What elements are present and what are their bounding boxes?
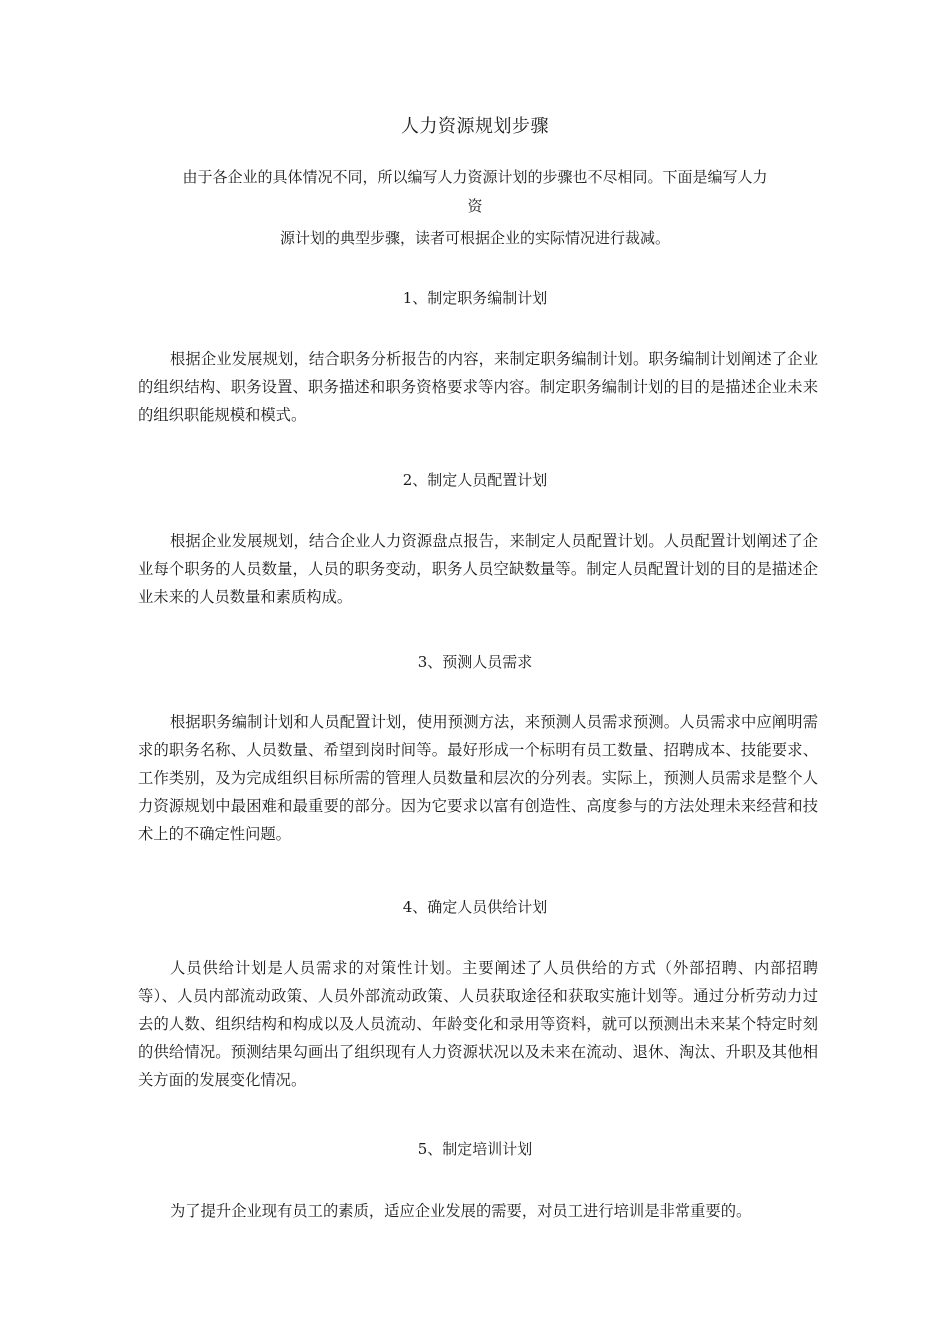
section-heading-1: 1、制定职务编制计划: [402, 289, 548, 307]
section-body-2: 根据企业发展规划，结合企业人力资源盘点报告，来制定人员配置计划。人员配置计划阐述了企业每个职务的人员数量，人员的职务变动，职务人员空缺数量等。制定人员配置计划的目的是描述企业未来的人员数量和素质构成。: [138, 532, 818, 606]
section-body-4: 人员供给计划是人员需求的对策性计划。主要阐述了人员供给的方式（外部招聘、内部招聘等）、人员内部流动政策、人员外部流动政策、人员获取途径和获取实施计划等。通过分析劳动力过去的人数、组织结构和构成以及人员流动、年龄变化和录用等资料，就可以预测出未来某个特定时刻的供给情况。预测结果勾画出了组织现有人力资源状况以及未来在流动、退休、淘汰、升职及其他相关方面的发展变化情况。: [138, 959, 818, 1089]
section-body-5: 为了提升企业现有员工的素质，适应企业发展的需要，对员工进行培训是非常重要的。: [170, 1202, 752, 1220]
section-heading-2: 2、制定人员配置计划: [402, 471, 548, 489]
section-heading-3: 3、预测人员需求: [417, 653, 533, 671]
intro-line-3: 源计划的典型步骤，读者可根据企业的实际情况进行裁减。: [279, 229, 670, 247]
intro-line-2: 资: [467, 197, 483, 215]
section-body-3: 根据职务编制计划和人员配置计划，使用预测方法，来预测人员需求预测。人员需求中应阐明需求的职务名称、人员数量、希望到岗时间等。最好形成一个标明有员工数量、招聘成本、技能要求、工作类别，及为完成组织目标所需的管理人员数量和层次的分列表。实际上，预测人员需求是整个人力资源规划中最困难和最重要的部分。因为它要求以富有创造性、高度参与的方法处理未来经营和技术上的不确定性问题。: [138, 713, 818, 843]
section-heading-5: 5、制定培训计划: [417, 1140, 533, 1158]
document-title: 人力资源规划步骤: [401, 116, 549, 137]
section-body-1: 根据企业发展规划，结合职务分析报告的内容，来制定职务编制计划。职务编制计划阐述了企业的组织结构、职务设置、职务描述和职务资格要求等内容。制定职务编制计划的目的是描述企业未来的组织职能规模和模式。: [138, 350, 818, 424]
intro-line-1: 由于各企业的具体情况不同，所以编写人力资源计划的步骤也不尽相同。下面是编写人力: [182, 168, 768, 186]
section-heading-4: 4、确定人员供给计划: [402, 898, 548, 916]
